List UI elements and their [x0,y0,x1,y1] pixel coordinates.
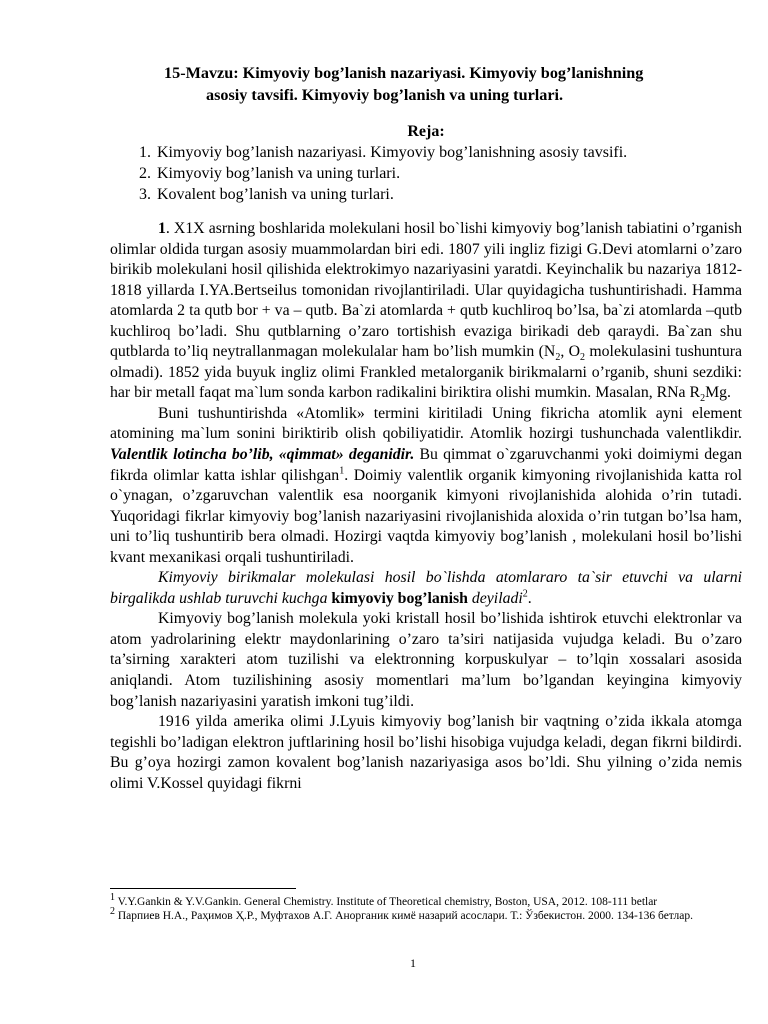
term-chemical-bond: kimyoviy bog’lanish [331,589,468,607]
subscript: 2 [555,352,561,364]
valentlik-definition: Valentlik lotincha bo’lib, «qimmat» deganidir. [110,446,415,464]
plan-item: 2. Kimyoviy bog’lanish va uning turlari. [155,163,742,184]
definition-text: Kimyoviy birikmalar molekulasi hosil bo`lishda atomlararo ta`sir etuvchi va ularni birgalikda ushlab turuvchi kuchga [110,569,742,607]
footnote-1 [110,892,714,909]
definition-text: deyiladi [467,589,523,607]
title-line-2: asosiy tavsifi. Kimyoviy bog’lanish va uning turlari. [206,86,564,104]
paragraph-3 [110,568,742,609]
page-number: 1 [410,956,416,970]
text-run: . X1X asrning boshlarida molekulani hosil bo`lishi kimyoviy bog’lanish tabiatini o’rganish olimlar oldida turgan asosiy muammolardan biri edi. 1807 yili ingliz fizigi G.Devi atomlarni o’zaro birikib molekulani hosil qilishida elektrokimyo nazariyasini yaratdi. Keyinchalik bu nazariya 1812-1818 yillarda I.YA.Bertseilus tomonidan rivojlantiriladi. Ular quyidagicha tushuntirishadi. Hamma atomlarda 2 ta qutb bor + va – qutb. Ba`zi atomlarda + qutb kuchliroq bo’lsa, ba`zi atomlarda –qutb kuchliroq bo’ladi. Shu qutblarning o’zaro tortishish evaziga birikadi deb qaraydi. Ba`zan shu qutblarda to’liq neytrallanmagan molekulalar ham bo’lish mumkin (N [110,220,742,361]
plan-heading: Reja: [407,123,445,140]
footnote-mark: 2 [110,906,115,918]
text-run: . [527,589,532,607]
subscript: 2 [700,393,706,405]
section-number: 1 [158,220,166,237]
footnote-2 [110,906,714,923]
footnotes [110,888,714,923]
footnote-ref[interactable]: 1 [339,465,345,477]
text-run: Buni tushuntirishda «Atomlik» termini kiritiladi Uning fikricha atomlik ayni element atomining ma`lum sonini biriktirib olish qobiliyatidir. Atomlik hozirgi tushunchada valentlikdir. [110,404,742,443]
text-run: , O [560,343,581,361]
text-run: Mg. [705,384,731,402]
footnote-divider [110,888,296,889]
footnote-ref[interactable]: 2 [522,588,528,600]
footnote-mark: 1 [110,892,115,904]
lecture-title [164,62,724,106]
paragraph-1 [110,219,742,404]
title-line-1: 15-Mavzu: Kimyoviy bog’lanish nazariyasi. Kimyoviy bog’lanishning [164,64,644,82]
paragraph-4: Kimyoviy bog’lanish molekula yoki kristall hosil bo’lishida ishtirok etuvchi elektronlar va atom yadrolarining elektr maydonlarining o’zaro ta’siri natijasida vujudga keladi. Bu o’zaro ta’sirning xarakteri atom tuzilishi va elektronning korpuskulyar – to’lqin xossalari asosida aniqlandi. Atom tuzilishining asosiy momentlari ma’lum bo’lgandan keyingina kimyoviy bog’lanish nazariyasini yaratish imkoni tug’ildi. [110,610,742,710]
plan-item: 1. Kimyoviy bog’lanish nazariyasi. Kimyoviy bog’lanishning asosiy tavsifi. [155,142,742,163]
footnote-text: V.Y.Gankin & Y.V.Gankin. General Chemistry. Institute of Theoretical chemistry, Boston, USA, 2012. 108-111 betlar [115,896,658,908]
text-run: molekulasini tushuntura olmadi). 1852 yida buyuk ingliz olimi Frankled metalorganik birikmalarni o’rganib, shuni sezdiki: har bir metall faqat ma`lum sonda karbon radikalini biriktira olishi mumkin. Masalan, RNa R [110,343,742,402]
plan-list [110,142,742,205]
paragraph-5: 1916 yilda amerika olimi J.Lyuis kimyoviy bog’lanish bir vaqtning o’zida ikkala atomga tegishli bo’ladigan elektron juftlarining hosil bo’lishi hisobiga vujudga keladi, degan fikrni bildirdi. Bu g’oya hozirgi zamon kovalent bog’lanish nazariyasiga asos bo’ldi. Shu yilning o’zida nemis olimi V.Kossel quyidagi fikrni [110,713,742,792]
body-text [110,219,742,794]
footnote-text: Парпиев Н.А., Раҳимов Ҳ.Р., Муфтахов А.Г. Анорганик кимё назарий асослари. Т.: Ўзбекистон. 2000. 134-136 бетлар. [115,910,694,922]
page-content [110,62,742,794]
subscript: 2 [580,352,586,364]
text-run: Bu qimmat o`zgaruvchanmi yoki doimiymi degan fikrda olimlar katta ishlar qilishgan [110,446,742,484]
text-run: . Doimiy valentlik organik kimyoning rivojlanishida katta rol o`ynagan, o’zgaruvchan valentlik esa noorganik kimyoni rivojlanishida alohida o’rin tutadi. Yuqoridagi fikrlar kimyoviy bog’lanish nazariyasini rivojlanishida aloxida o’rin tutgan bo’lsa ham, uni to’liq tushuntirib bera olmadi. Hozirgi vaqtda kimyoviy bog’lanish , molekulani hosil bo’lishi kvant mexanikasi orqali tushuntiriladi. [110,466,742,566]
paragraph-2 [110,404,742,568]
plan-item: 3. Kovalent bog’lanish va uning turlari. [155,184,742,205]
